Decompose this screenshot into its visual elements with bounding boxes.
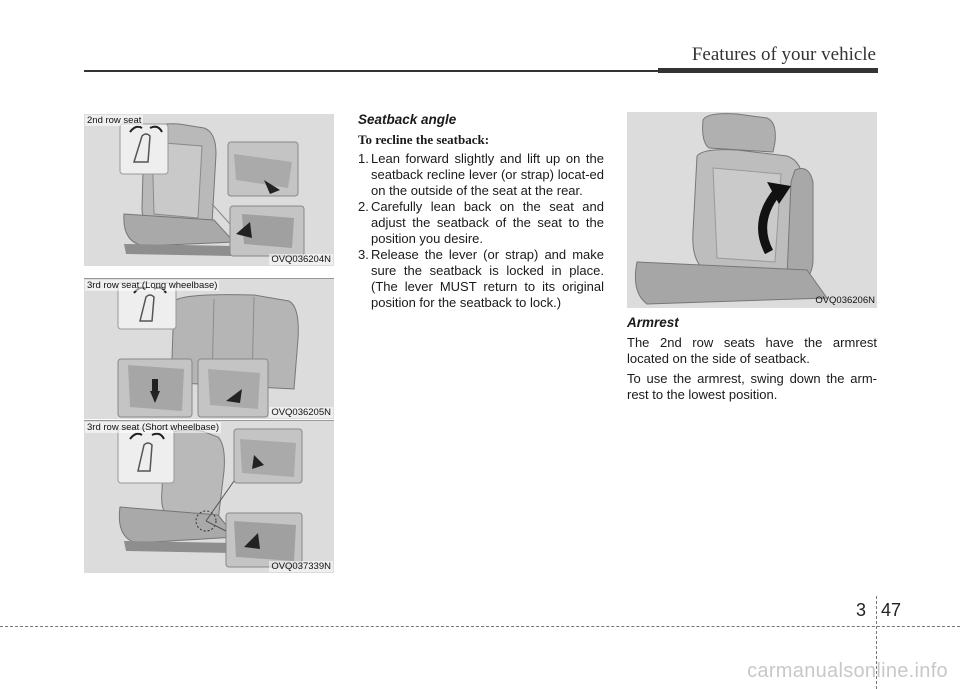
seat-illustration-3rd-row-long [84,279,334,419]
figure-label: 2nd row seat [87,115,142,126]
header-rule-accent [658,68,878,73]
armrest-illustration [627,112,877,308]
page-number: 47 [881,600,902,620]
figure-armrest [627,112,877,308]
figure-3rd-row-short [84,420,334,573]
list-item: 2. Carefully lean back on the seat and adjust the seatback of the seat to the position you desire. [358,199,604,246]
section-subheading: To recline the seatback: [358,132,490,147]
figure-2nd-row-seat [84,114,334,266]
list-item: 1. Lean forward slightly and lift up on the seatback recline lever (or strap) locat-ed on the outside of the seat at the rear. [358,151,604,198]
paragraph: To use the armrest, swing down the arm-rest to the lowest position. [627,371,877,402]
figure-code: OVQ036205N [271,407,331,418]
seat-illustration-3rd-row-short [84,421,334,573]
figure-3rd-row-long [84,278,334,419]
footer-rule [0,626,960,627]
recline-steps [358,151,604,311]
figure-label: 3rd row seat (Short wheelbase) [87,422,220,433]
section-heading: Seatback angle [358,112,457,127]
header-title: Features of your vehicle [691,44,876,65]
figure-label: 3rd row seat (Long wheelbase) [87,280,218,291]
figure-code: OVQ037339N [271,561,331,572]
section-heading: Armrest [627,315,679,330]
seat-illustration-2nd-row [84,114,334,266]
armrest-section [627,315,877,407]
paragraph: The 2nd row seats have the armrest located on the side of seatback. [627,335,877,366]
list-item: 3. Release the lever (or strap) and make sure the seatback is locked in place. (The lever MUST return to its original position for the seatback to lock.) [358,247,604,310]
figure-code: OVQ036206N [815,295,875,306]
watermark: carmanualsonline.info [747,660,948,682]
chapter-number: 3 [856,600,867,620]
seatback-section [358,112,604,311]
figure-code: OVQ036204N [271,254,331,265]
